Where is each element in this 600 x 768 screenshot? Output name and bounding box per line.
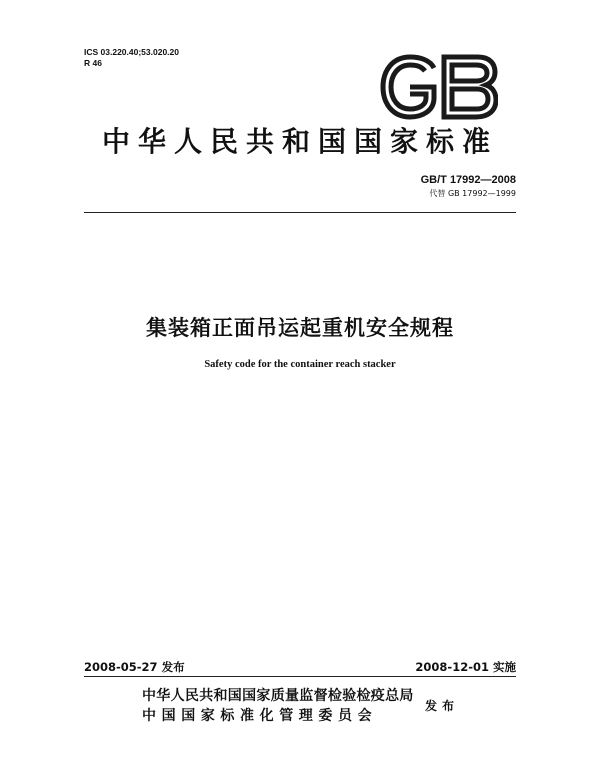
publish-label: 发布: [425, 699, 460, 713]
gb-logo: [380, 54, 498, 120]
issue-date: 2008-05-27 发布: [84, 660, 185, 674]
ics-code: ICS 03.220.40;53.020.20: [84, 47, 179, 57]
standard-number: GB/T 17992—2008: [420, 174, 516, 186]
document-title-en: Safety code for the container reach stacker: [204, 359, 396, 370]
document-title-cn: 集装箱正面吊运起重机安全规程: [146, 316, 454, 340]
ccs-code: R 46: [84, 58, 102, 68]
implementation-date: 2008-12-01 实施: [415, 660, 516, 674]
issuer-aqsiq: 中华人民共和国国家质量监督检验检疫总局: [142, 688, 414, 704]
issuer-sac: 中国国家标准化管理委员会: [142, 708, 378, 724]
header-divider: [84, 212, 516, 213]
replaces-standard: 代替 GB 17992—1999: [429, 189, 516, 198]
national-standard-title: 中华人民共和国国家标准: [101, 125, 498, 158]
footer-divider: [84, 676, 516, 677]
